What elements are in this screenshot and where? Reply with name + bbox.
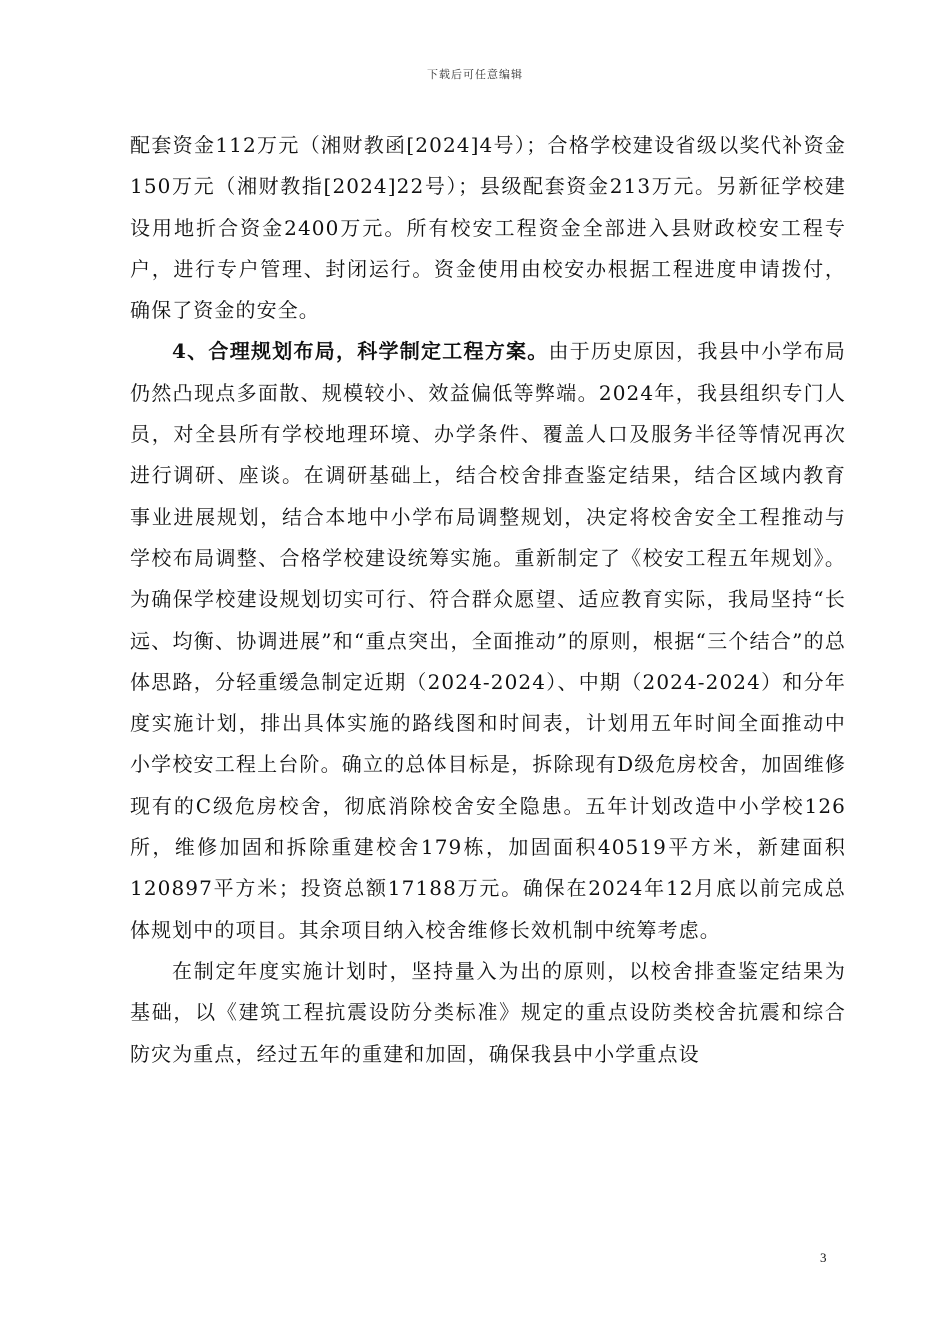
section-heading: 4、合理规划布局，科学制定工程方案。 xyxy=(172,339,549,364)
document-body xyxy=(130,125,846,1075)
page-header: 下载后可任意编辑 xyxy=(427,68,523,81)
paragraph-planning xyxy=(130,331,846,950)
paragraph-text: 由于历史原因，我县中小学布局仍然凸现点多面散、规模较小、效益偏低等弊端。2024年，我县组织专门人员，对全县所有学校地理环境、办学条件、覆盖人口及服务半径等情况再次进行调研、座谈。在调研基础上，结合校舍排查鉴定结果，结合区域内教育事业进展规划，结合本地中小学布局调整规划，决定将校舍安全工程推动与学校布局调整、合格学校建设统筹实施。重新制定了《校安工程五年规划》。为确保学校建设规划切实可行、符合群众愿望、适应教育实际，我局坚持“长远、均衡、协调进展”和“重点突出，全面推动”的原则，根据“三个结合”的总体思路，分轻重缓急制定近期（2024-2024）、中期（2024-2024）和分年度实施计划，排出具体实施的路线图和时间表，计划用五年时间全面推动中小学校安工程上台阶。确立的总体目标是，拆除现有D级危房校舍，加固维修现有的C级危房校舍，彻底消除校舍安全隐患。五年计划改造中小学校126所，维修加固和拆除重建校舍179栋，加固面积40519平方米，新建面积120897平方米；投资总额17188万元。确保在2024年12月底以前完成总体规划中的项目。其余项目纳入校舍维修长效机制中统筹考虑。 xyxy=(130,339,846,942)
paragraph-text: 配套资金112万元（湘财教函[2024]4号）；合格学校建设省级以奖代补资金150万元（湘财教指[2024]22号）；县级配套资金213万元。另新征学校建设用地折合资金2400万元。所有校安工程资金全部进入县财政校安工程专户，进行专户管理、封闭运行。资金使用由校安办根据工程进度申请拨付，确保了资金的安全。 xyxy=(130,133,846,323)
page-number: 3 xyxy=(820,1250,827,1265)
paragraph-funding xyxy=(130,125,846,331)
paragraph-annual-plan xyxy=(130,951,846,1075)
paragraph-text: 在制定年度实施计划时，坚持量入为出的原则，以校舍排查鉴定结果为基础，以《建筑工程抗震设防分类标准》规定的重点设防类校舍抗震和综合防灾为重点，经过五年的重建和加固，确保我县中小学重点设 xyxy=(130,958,846,1066)
